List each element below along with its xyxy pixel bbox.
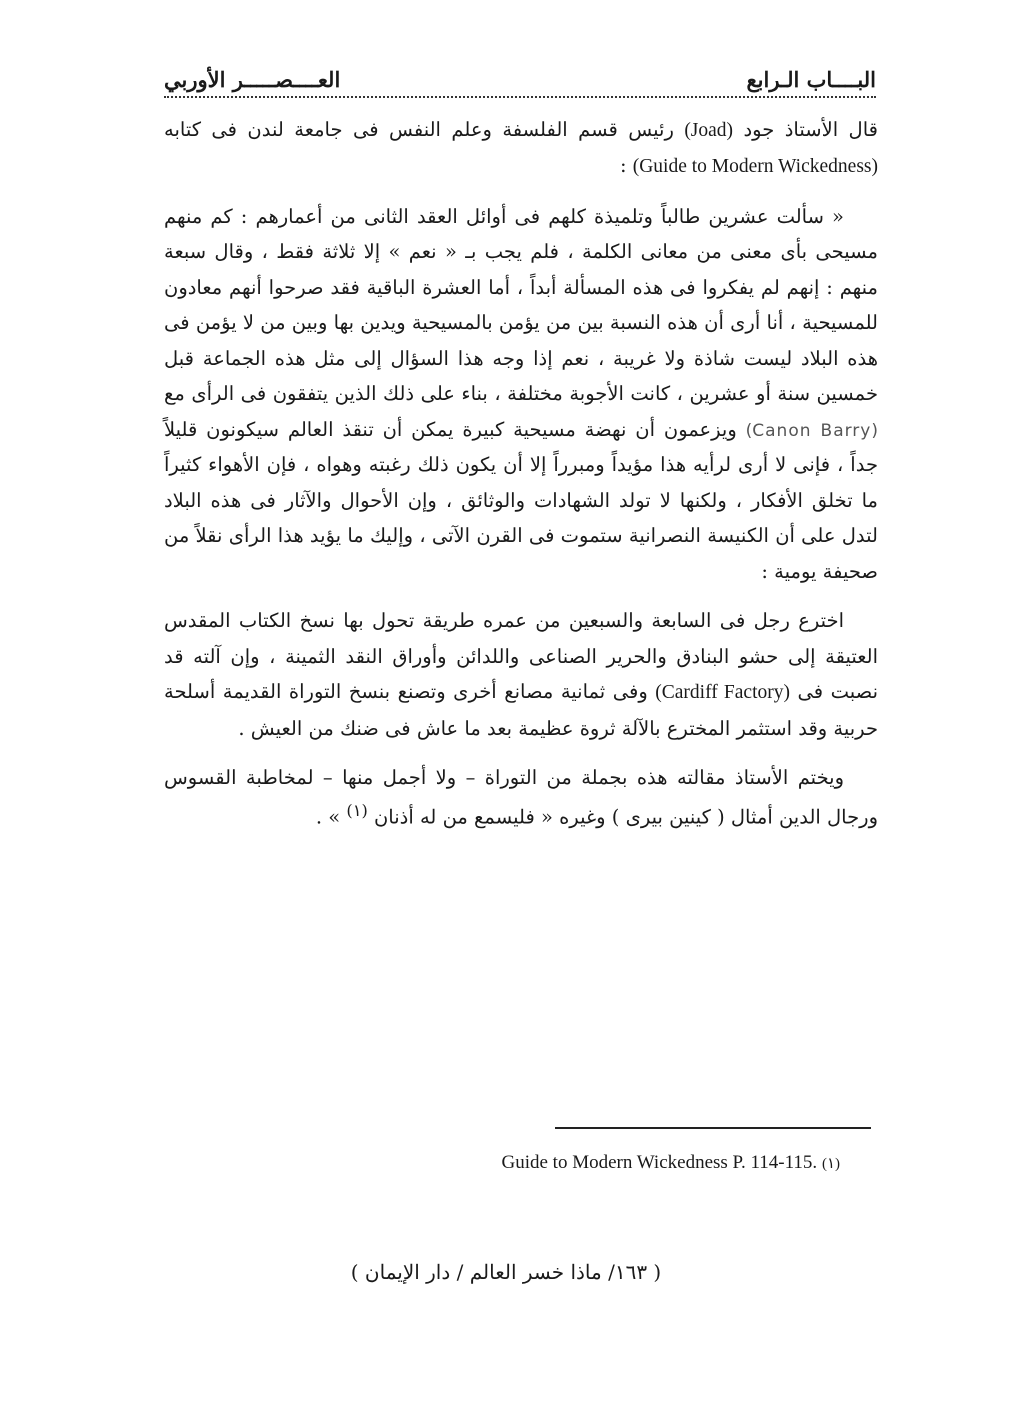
text-run: رئيس قسم الفلسفة وعلم النفس فى جامعة لندن فى كتابه bbox=[164, 118, 685, 141]
book-title: (Guide to Modern Wickedness) bbox=[632, 156, 878, 178]
paragraph bbox=[164, 112, 878, 185]
latin-term: (Canon Barry) bbox=[745, 420, 878, 441]
paragraph bbox=[164, 603, 878, 746]
latin-term: (Cardiff Factory) bbox=[655, 682, 790, 704]
latin-term: (Joad) bbox=[684, 120, 734, 141]
section-title: العــــصـــــر الأوربي bbox=[164, 67, 341, 92]
running-header bbox=[164, 52, 876, 98]
text-run: ويزعمون أن نهضة مسيحية كبيرة يمكن أن تنقذ العالم سيكونون قليلاً جداً ، فإنى لا أرى لرأيه هذا مؤيداً ومبرراً إلا أن يكون ذلك رغبته وهواه ، فإن الأهواء كثيراً ما تخلق الأفكار ، ولكنها لا تولد الشهادات والوثائق ، وإن الأحوال والآثار فى هذه البلاد لتدل على أن الكنيسة النصرانية ستموت فى القرن الآتى ، وإليك ما يؤيد هذا الرأى نقلاً من صحيفة يومية : bbox=[164, 417, 878, 583]
page-footer: ( ١٦٣/ ماذا خسر العالم / دار الإيمان ) bbox=[350, 1260, 662, 1284]
text-run: ويختم الأستاذ مقالته هذه بجملة من التوراة – ولا أجمل منها – لمخاطبة القسوس ورجال الدين أمثال ( كينين بيرى ) وغيره « فليسمع من له أذنان bbox=[164, 766, 878, 829]
paragraph bbox=[164, 760, 878, 834]
text-run: » . bbox=[315, 805, 347, 829]
body-text bbox=[164, 112, 878, 849]
footnote-rule bbox=[555, 1127, 871, 1129]
text-run: وفى ثمانية مصانع أخرى وتصنع بنسخ التوراة القديمة أسلحة حربية وقد استثمر المخترع بالآلة ثروة عظيمة بعد ما عاش فى ضنك من العيش . bbox=[164, 680, 878, 740]
footnote-marker: (١) bbox=[346, 800, 368, 820]
footnote-text: Guide to Modern Wickedness P. 114-115. bbox=[501, 1152, 818, 1173]
text-run: : bbox=[619, 154, 633, 178]
paragraph bbox=[164, 199, 878, 589]
text-run: « سألت عشرين طالباً وتلميذة كلهم فى أوائل العقد الثانى من أعمارهم : كم منهم مسيحى بأى معنى من معانى الكلمة ، فلم يجب بـ « نعم » إلا ثلاثة فقط ، وقال سبعة منهم : إنهم لم يفكروا فى هذه المسألة أبداً ، أما العشرة الباقية فقد صرحوا أنهم معادون للمسيحية ، أنا أرى أن هذه النسبة بين من يؤمن بالمسيحية ويدين بها وبين من لا يؤمن فى هذه البلاد ليست شاذة ولا غريبة ، نعم إذا وجه هذا السؤال إلى مثل هذه الجماعة قبل خمسين سنة أو عشرين ، كانت الأجوبة مختلفة ، بناء على ذلك الذين يتفقون فى الرأى مع bbox=[164, 204, 878, 406]
chapter-title: البــــاب الـرابع bbox=[746, 67, 876, 92]
text-run: قال الأستاذ جود bbox=[733, 118, 878, 141]
text-run: اخترع رجل فى السابعة والسبعين من عمره طريقة تحول بها نسخ الكتاب المقدس العتيقة إلى حشو البنادق والحرير الصناعى واللدائن وأوراق النقد الثمينة ، وإن آلته قد نصبت فى bbox=[164, 609, 878, 704]
footnote-number: (١) bbox=[821, 1156, 840, 1172]
footnote bbox=[300, 1152, 840, 1174]
